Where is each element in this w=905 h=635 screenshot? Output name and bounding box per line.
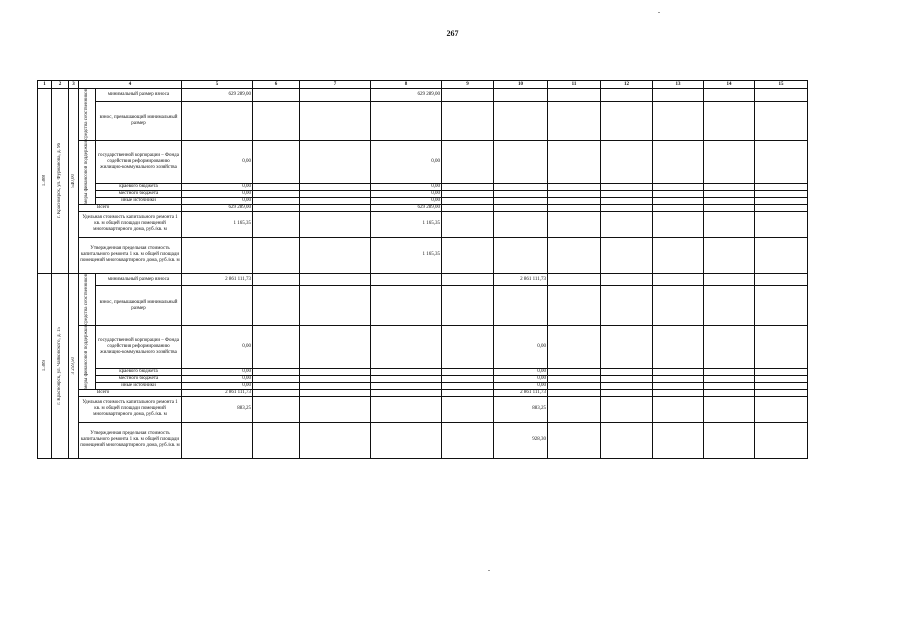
col-header: 13 — [653, 81, 704, 89]
row-number: 1.388 — [41, 175, 47, 187]
value-cell — [601, 382, 653, 389]
value-cell — [704, 101, 755, 140]
value-cell: 0,00 — [494, 325, 548, 368]
value-cell — [494, 89, 548, 102]
value-cell: 629 289,00 — [371, 204, 442, 211]
value-cell — [704, 286, 755, 325]
value-cell — [704, 368, 755, 375]
value-cell — [300, 286, 371, 325]
row-label: Удельная стоимость капитального ремонта 1 кв. м общей площади помещений многоквартирного дома, руб./кв. м — [79, 211, 182, 237]
value-cell — [442, 197, 494, 204]
value-cell: 2 861 111,73 — [182, 389, 253, 396]
value-cell — [371, 389, 442, 396]
value-cell: 0,00 — [182, 190, 253, 197]
value-cell — [371, 286, 442, 325]
col-header: 9 — [442, 81, 494, 89]
value-cell — [601, 197, 653, 204]
table-row — [38, 140, 808, 183]
value-cell — [601, 204, 653, 211]
value-cell — [548, 101, 601, 140]
value-cell — [653, 140, 704, 183]
table-row — [38, 237, 808, 273]
support-label: меры финансовой поддержки — [84, 140, 89, 204]
table-row — [38, 368, 808, 375]
row-label: взнос, превышающий минимальный размер — [96, 101, 182, 140]
value-cell — [653, 325, 704, 368]
value-cell — [601, 389, 653, 396]
value-cell — [494, 101, 548, 140]
row-number: 1.389 — [41, 360, 47, 372]
value-cell — [371, 101, 442, 140]
value-cell — [548, 368, 601, 375]
value-cell — [653, 382, 704, 389]
value-cell — [601, 190, 653, 197]
value-cell: 883,25 — [182, 396, 253, 422]
col-header: 8 — [371, 81, 442, 89]
row-number-cell — [38, 89, 52, 274]
value-cell — [755, 286, 808, 325]
value-cell — [755, 89, 808, 102]
value-cell — [442, 140, 494, 183]
value-cell — [494, 204, 548, 211]
col-header: 2 — [52, 81, 69, 89]
value-cell — [653, 396, 704, 422]
value-cell — [442, 396, 494, 422]
own-funds-label: средства собственников — [84, 273, 89, 325]
value-cell: 0,00 — [494, 382, 548, 389]
value-cell — [442, 389, 494, 396]
value-cell — [300, 140, 371, 183]
value-cell — [442, 89, 494, 102]
value-cell — [442, 204, 494, 211]
value-cell — [548, 273, 601, 286]
value-cell — [755, 325, 808, 368]
value-cell: 2 861 111,73 — [182, 273, 253, 286]
col-header: 11 — [548, 81, 601, 89]
value-cell: 0,00 — [494, 368, 548, 375]
value-cell — [704, 204, 755, 211]
value-cell — [548, 140, 601, 183]
value-cell — [548, 211, 601, 237]
value-cell — [601, 183, 653, 190]
value-cell — [755, 190, 808, 197]
value-cell — [300, 422, 371, 458]
value-cell — [653, 89, 704, 102]
value-cell — [300, 325, 371, 368]
col-header: 10 — [494, 81, 548, 89]
value-cell: 0,00 — [182, 325, 253, 368]
value-cell — [253, 211, 300, 237]
col-header: 4 — [79, 81, 182, 89]
area-cell — [69, 273, 79, 458]
address: г. Красноярск, ул. Фурманова, д. 96 — [57, 143, 62, 219]
value-cell — [704, 375, 755, 382]
address: г. Красноярск, ул. Чайковского, д. 15 — [57, 327, 62, 405]
value-cell: 629 289,00 — [182, 204, 253, 211]
row-label: Всего — [79, 204, 182, 211]
value-cell — [653, 183, 704, 190]
value-cell — [548, 237, 601, 273]
value-cell — [653, 389, 704, 396]
row-label: краевого бюджета — [96, 368, 182, 375]
value-cell — [371, 368, 442, 375]
value-cell — [601, 368, 653, 375]
value-cell — [755, 389, 808, 396]
table-row — [38, 273, 808, 286]
value-cell — [755, 396, 808, 422]
value-cell — [755, 183, 808, 190]
value-cell — [300, 273, 371, 286]
value-cell — [494, 197, 548, 204]
row-label: Утвержденная предельная стоимость капитального ремонта 1 кв. м общей площади помещений многоквартирного дома, руб./кв. м — [79, 237, 182, 273]
value-cell — [300, 211, 371, 237]
value-cell — [704, 389, 755, 396]
value-cell — [182, 101, 253, 140]
value-cell — [253, 204, 300, 211]
value-cell — [442, 286, 494, 325]
value-cell: 0,00 — [371, 190, 442, 197]
value-cell — [548, 204, 601, 211]
row-label: местного бюджета — [96, 190, 182, 197]
value-cell — [300, 89, 371, 102]
value-cell — [755, 368, 808, 375]
table-row — [38, 197, 808, 204]
value-cell: 0,00 — [371, 183, 442, 190]
value-cell: 0,00 — [182, 375, 253, 382]
value-cell — [548, 396, 601, 422]
value-cell: 883,25 — [494, 396, 548, 422]
value-cell — [371, 273, 442, 286]
value-cell — [755, 204, 808, 211]
value-cell: 928,30 — [494, 422, 548, 458]
value-cell — [704, 197, 755, 204]
table-row — [38, 396, 808, 422]
value-cell — [371, 325, 442, 368]
value-cell — [371, 422, 442, 458]
value-cell — [442, 183, 494, 190]
row-label: местного бюджета — [96, 375, 182, 382]
value-cell — [253, 325, 300, 368]
value-cell — [253, 375, 300, 382]
value-cell — [548, 325, 601, 368]
value-cell — [548, 183, 601, 190]
value-cell — [300, 389, 371, 396]
value-cell — [704, 211, 755, 237]
value-cell — [300, 204, 371, 211]
value-cell — [653, 237, 704, 273]
own-funds-label: средства собственников — [84, 89, 89, 140]
col-header: 1 — [38, 81, 52, 89]
value-cell — [704, 140, 755, 183]
value-cell — [494, 286, 548, 325]
value-cell — [601, 101, 653, 140]
page-number: 267 — [446, 29, 459, 38]
value-cell: 0,00 — [182, 382, 253, 389]
value-cell — [653, 368, 704, 375]
row-label: краевого бюджета — [96, 183, 182, 190]
value-cell — [755, 422, 808, 458]
value-cell — [494, 183, 548, 190]
table-row — [38, 422, 808, 458]
value-cell — [182, 422, 253, 458]
value-cell — [253, 382, 300, 389]
value-cell — [371, 375, 442, 382]
value-cell — [494, 190, 548, 197]
value-cell — [253, 286, 300, 325]
value-cell: 0,00 — [182, 368, 253, 375]
value-cell — [300, 197, 371, 204]
value-cell — [704, 396, 755, 422]
value-cell — [442, 211, 494, 237]
value-cell: 2 861 111,73 — [494, 273, 548, 286]
value-cell — [300, 368, 371, 375]
support-cell — [79, 325, 96, 389]
value-cell — [704, 237, 755, 273]
value-cell — [653, 101, 704, 140]
value-cell — [494, 140, 548, 183]
value-cell — [253, 396, 300, 422]
value-cell — [601, 422, 653, 458]
table-row — [38, 183, 808, 190]
value-cell — [601, 273, 653, 286]
value-cell: 0,00 — [494, 375, 548, 382]
value-cell — [300, 101, 371, 140]
table-row — [38, 375, 808, 382]
value-cell — [601, 396, 653, 422]
value-cell — [253, 101, 300, 140]
value-cell — [653, 286, 704, 325]
value-cell — [548, 286, 601, 325]
value-cell — [182, 237, 253, 273]
value-cell — [494, 237, 548, 273]
value-cell — [442, 325, 494, 368]
value-cell — [548, 382, 601, 389]
value-cell — [442, 190, 494, 197]
table-row — [38, 211, 808, 237]
value-cell: 2 861 111,73 — [494, 389, 548, 396]
total-area: 540,00 — [70, 174, 76, 188]
value-cell — [442, 368, 494, 375]
value-cell — [653, 422, 704, 458]
value-cell — [601, 375, 653, 382]
area-cell — [69, 89, 79, 274]
row-label: Всего — [79, 389, 182, 396]
value-cell — [253, 140, 300, 183]
value-cell — [548, 190, 601, 197]
value-cell — [548, 422, 601, 458]
col-header: 14 — [704, 81, 755, 89]
value-cell — [442, 382, 494, 389]
value-cell — [300, 190, 371, 197]
value-cell: 1 165,35 — [371, 237, 442, 273]
value-cell — [601, 237, 653, 273]
value-cell — [653, 273, 704, 286]
value-cell — [548, 375, 601, 382]
value-cell: 629 289,00 — [371, 89, 442, 102]
value-cell — [755, 382, 808, 389]
value-cell — [704, 190, 755, 197]
row-label: минимальный размер взноса — [96, 89, 182, 102]
value-cell — [548, 89, 601, 102]
value-cell — [704, 325, 755, 368]
value-cell — [653, 204, 704, 211]
value-cell — [548, 197, 601, 204]
value-cell — [755, 211, 808, 237]
table-row — [38, 89, 808, 102]
value-cell — [300, 396, 371, 422]
value-cell — [601, 325, 653, 368]
value-cell — [442, 273, 494, 286]
value-cell — [755, 140, 808, 183]
value-cell — [704, 382, 755, 389]
row-label: иные источники — [96, 197, 182, 204]
address-cell — [52, 273, 69, 458]
column-header-row — [38, 81, 808, 89]
table-row — [38, 286, 808, 325]
value-cell — [755, 375, 808, 382]
col-header: 5 — [182, 81, 253, 89]
value-cell — [653, 211, 704, 237]
col-header: 7 — [300, 81, 371, 89]
value-cell — [300, 183, 371, 190]
scan-speck — [488, 570, 490, 571]
value-cell — [755, 197, 808, 204]
row-label: иные источники — [96, 382, 182, 389]
value-cell: 0,00 — [371, 140, 442, 183]
value-cell — [300, 237, 371, 273]
value-cell: 1 165,35 — [371, 211, 442, 237]
capital-repair-table — [37, 80, 808, 459]
value-cell — [704, 422, 755, 458]
value-cell — [442, 422, 494, 458]
value-cell — [704, 89, 755, 102]
table-row — [38, 382, 808, 389]
value-cell — [442, 101, 494, 140]
address-cell — [52, 89, 69, 274]
own-funds-cell — [79, 273, 96, 325]
value-cell — [653, 197, 704, 204]
support-label: меры финансовой поддержки — [84, 325, 89, 389]
value-cell: 0,00 — [182, 183, 253, 190]
table-row — [38, 389, 808, 396]
total-area: 3 259,50 — [70, 357, 76, 375]
value-cell — [755, 237, 808, 273]
value-cell — [442, 237, 494, 273]
value-cell — [253, 368, 300, 375]
value-cell: 0,00 — [182, 197, 253, 204]
value-cell — [371, 382, 442, 389]
row-label: взнос, превышающий минимальный размер — [96, 286, 182, 325]
value-cell — [601, 286, 653, 325]
row-number-cell — [38, 273, 52, 458]
value-cell — [653, 190, 704, 197]
value-cell — [704, 273, 755, 286]
value-cell: 629 289,00 — [182, 89, 253, 102]
value-cell: 0,00 — [371, 197, 442, 204]
value-cell — [300, 382, 371, 389]
table-row — [38, 325, 808, 368]
value-cell — [601, 89, 653, 102]
row-label: Утвержденная предельная стоимость капитального ремонта 1 кв. м общей площади помещений многоквартирного дома, руб./кв. м — [79, 422, 182, 458]
support-cell — [79, 140, 96, 204]
value-cell — [253, 422, 300, 458]
value-cell — [182, 286, 253, 325]
row-label: минимальный размер взноса — [96, 273, 182, 286]
value-cell — [253, 389, 300, 396]
col-header: 3 — [69, 81, 79, 89]
value-cell: 0,00 — [182, 140, 253, 183]
value-cell — [253, 183, 300, 190]
table-row — [38, 190, 808, 197]
value-cell — [253, 197, 300, 204]
value-cell — [253, 89, 300, 102]
scan-speck — [658, 12, 660, 13]
col-header: 15 — [755, 81, 808, 89]
value-cell — [300, 375, 371, 382]
value-cell — [755, 101, 808, 140]
value-cell — [601, 211, 653, 237]
col-header: 6 — [253, 81, 300, 89]
value-cell — [371, 396, 442, 422]
value-cell — [494, 211, 548, 237]
row-label: Удельная стоимость капитального ремонта 1 кв. м общей площади помещений многоквартирного дома, руб./кв. м — [79, 396, 182, 422]
table-row — [38, 204, 808, 211]
value-cell — [253, 237, 300, 273]
value-cell — [253, 273, 300, 286]
value-cell: 1 165,35 — [182, 211, 253, 237]
table-row — [38, 101, 808, 140]
value-cell — [704, 183, 755, 190]
value-cell — [442, 375, 494, 382]
row-label: государственной корпорации – Фонда содействия реформированию жилищно-коммунального хозяйства — [96, 140, 182, 183]
value-cell — [653, 375, 704, 382]
value-cell — [548, 389, 601, 396]
row-label: государственной корпорации – Фонда содействия реформированию жилищно-коммунального хозяйства — [96, 325, 182, 368]
value-cell — [253, 190, 300, 197]
own-funds-cell — [79, 89, 96, 141]
value-cell — [755, 273, 808, 286]
value-cell — [601, 140, 653, 183]
col-header: 12 — [601, 81, 653, 89]
